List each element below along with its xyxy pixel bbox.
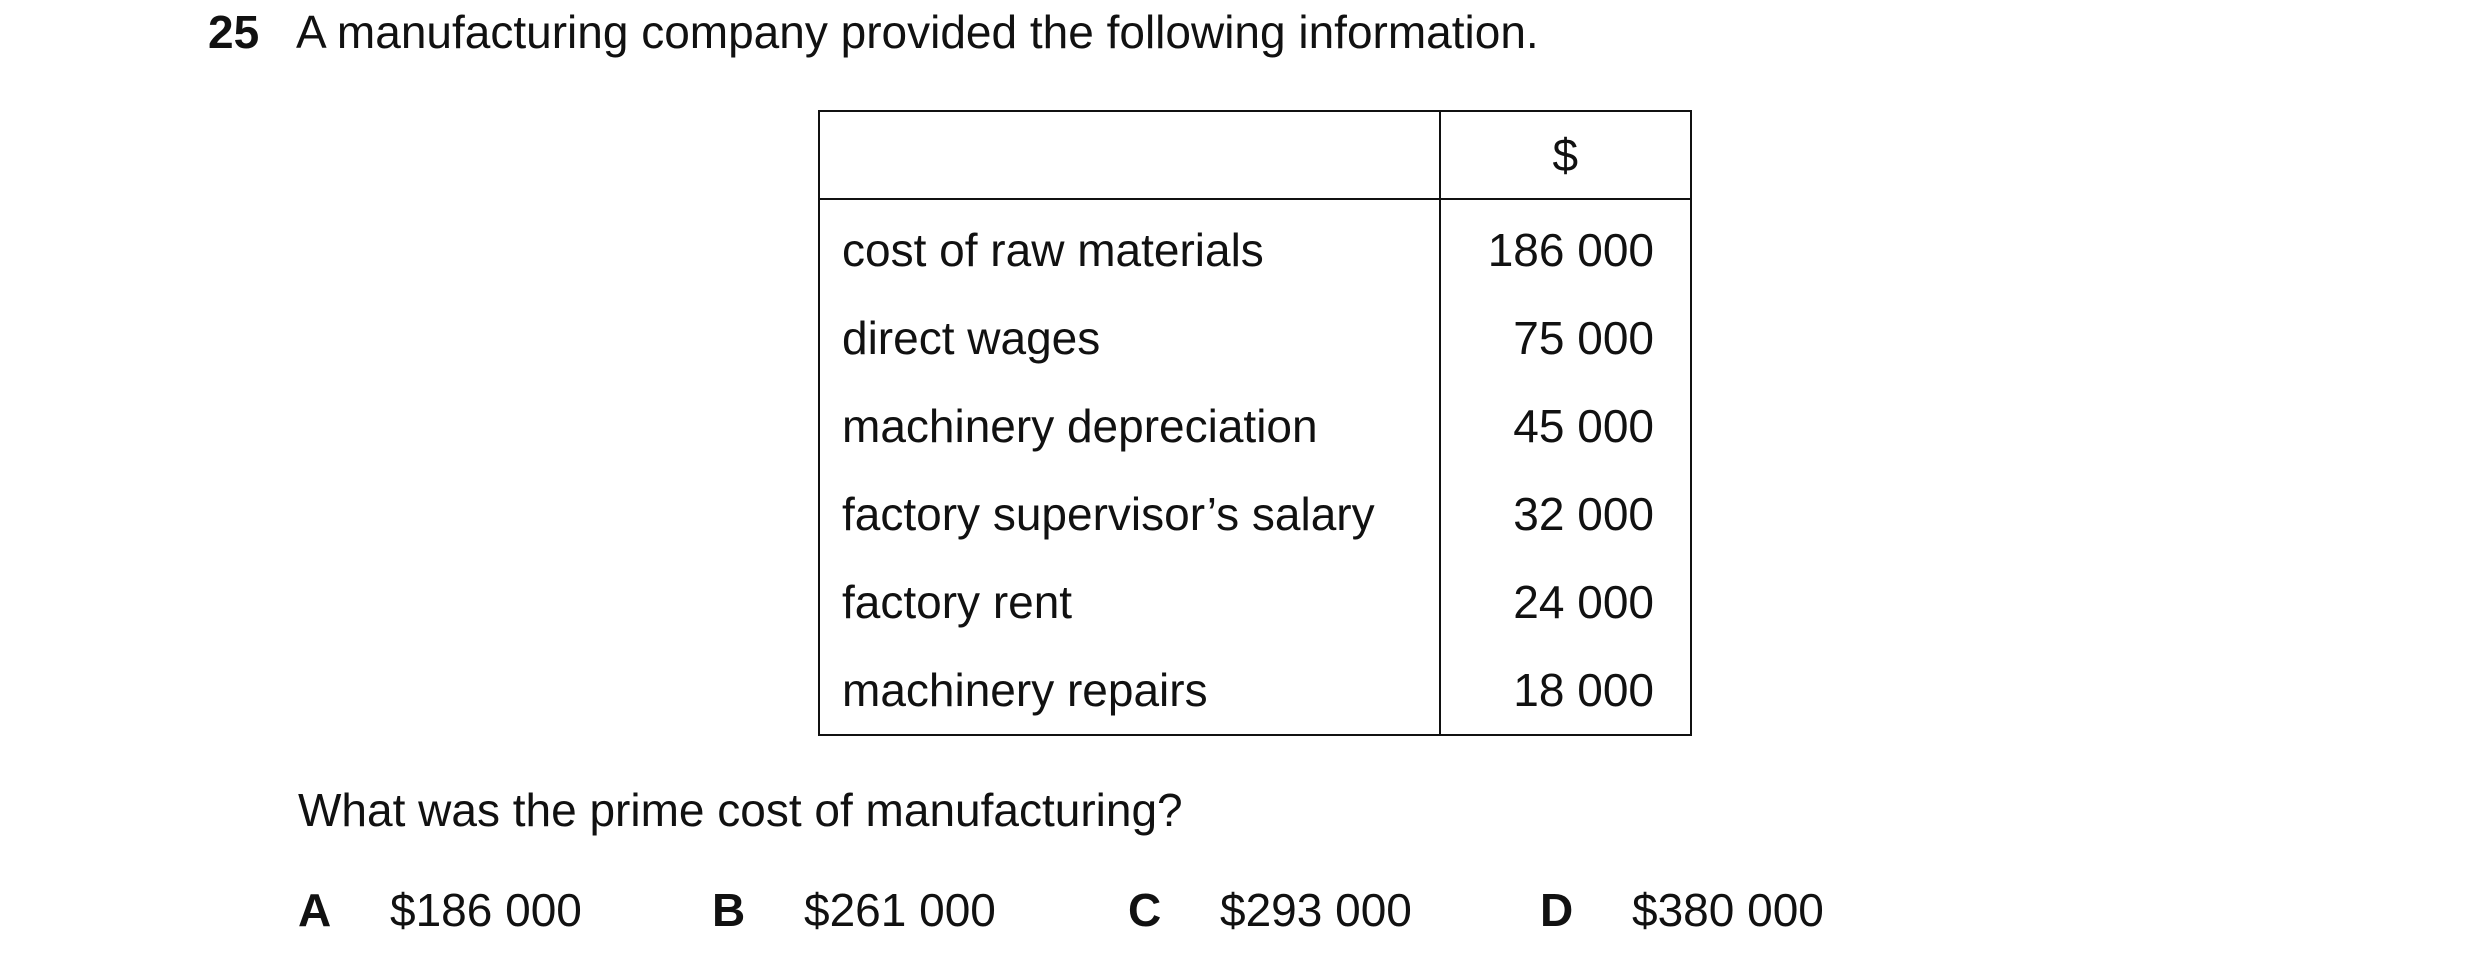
row-description: cost of raw materials xyxy=(819,199,1440,294)
row-description: machinery depreciation xyxy=(819,382,1440,470)
table-row xyxy=(819,294,1691,382)
option-value: $293 000 xyxy=(1220,884,1412,936)
table-header-row xyxy=(819,111,1691,199)
row-description: machinery repairs xyxy=(819,646,1440,735)
table-row xyxy=(819,646,1691,735)
row-value: 24 000 xyxy=(1440,558,1691,646)
option-letter: D xyxy=(1540,884,1574,936)
option-value: $380 000 xyxy=(1632,884,1824,936)
option-value: $186 000 xyxy=(390,884,582,936)
option-letter: C xyxy=(1128,884,1162,936)
row-description: direct wages xyxy=(819,294,1440,382)
question-prompt: What was the prime cost of manufacturing? xyxy=(298,784,1183,836)
cost-table xyxy=(818,110,1692,736)
option-b[interactable] xyxy=(712,882,996,938)
table-header-description xyxy=(819,111,1440,199)
option-value: $261 000 xyxy=(804,884,996,936)
table-row xyxy=(819,382,1691,470)
option-a[interactable] xyxy=(298,882,582,938)
row-value: 32 000 xyxy=(1440,470,1691,558)
row-description: factory supervisor’s salary xyxy=(819,470,1440,558)
option-letter: B xyxy=(712,884,746,936)
table-header-currency: $ xyxy=(1440,111,1691,199)
option-letter: A xyxy=(298,884,332,936)
row-description: factory rent xyxy=(819,558,1440,646)
row-value: 186 000 xyxy=(1440,199,1691,294)
table-row xyxy=(819,470,1691,558)
row-value: 75 000 xyxy=(1440,294,1691,382)
question-stem: A manufacturing company provided the following information. xyxy=(296,6,1539,58)
row-value: 45 000 xyxy=(1440,382,1691,470)
question-number: 25 xyxy=(208,6,260,58)
option-d[interactable] xyxy=(1540,882,1824,938)
option-c[interactable] xyxy=(1128,882,1412,938)
table-row xyxy=(819,558,1691,646)
table-row xyxy=(819,199,1691,294)
row-value: 18 000 xyxy=(1440,646,1691,735)
